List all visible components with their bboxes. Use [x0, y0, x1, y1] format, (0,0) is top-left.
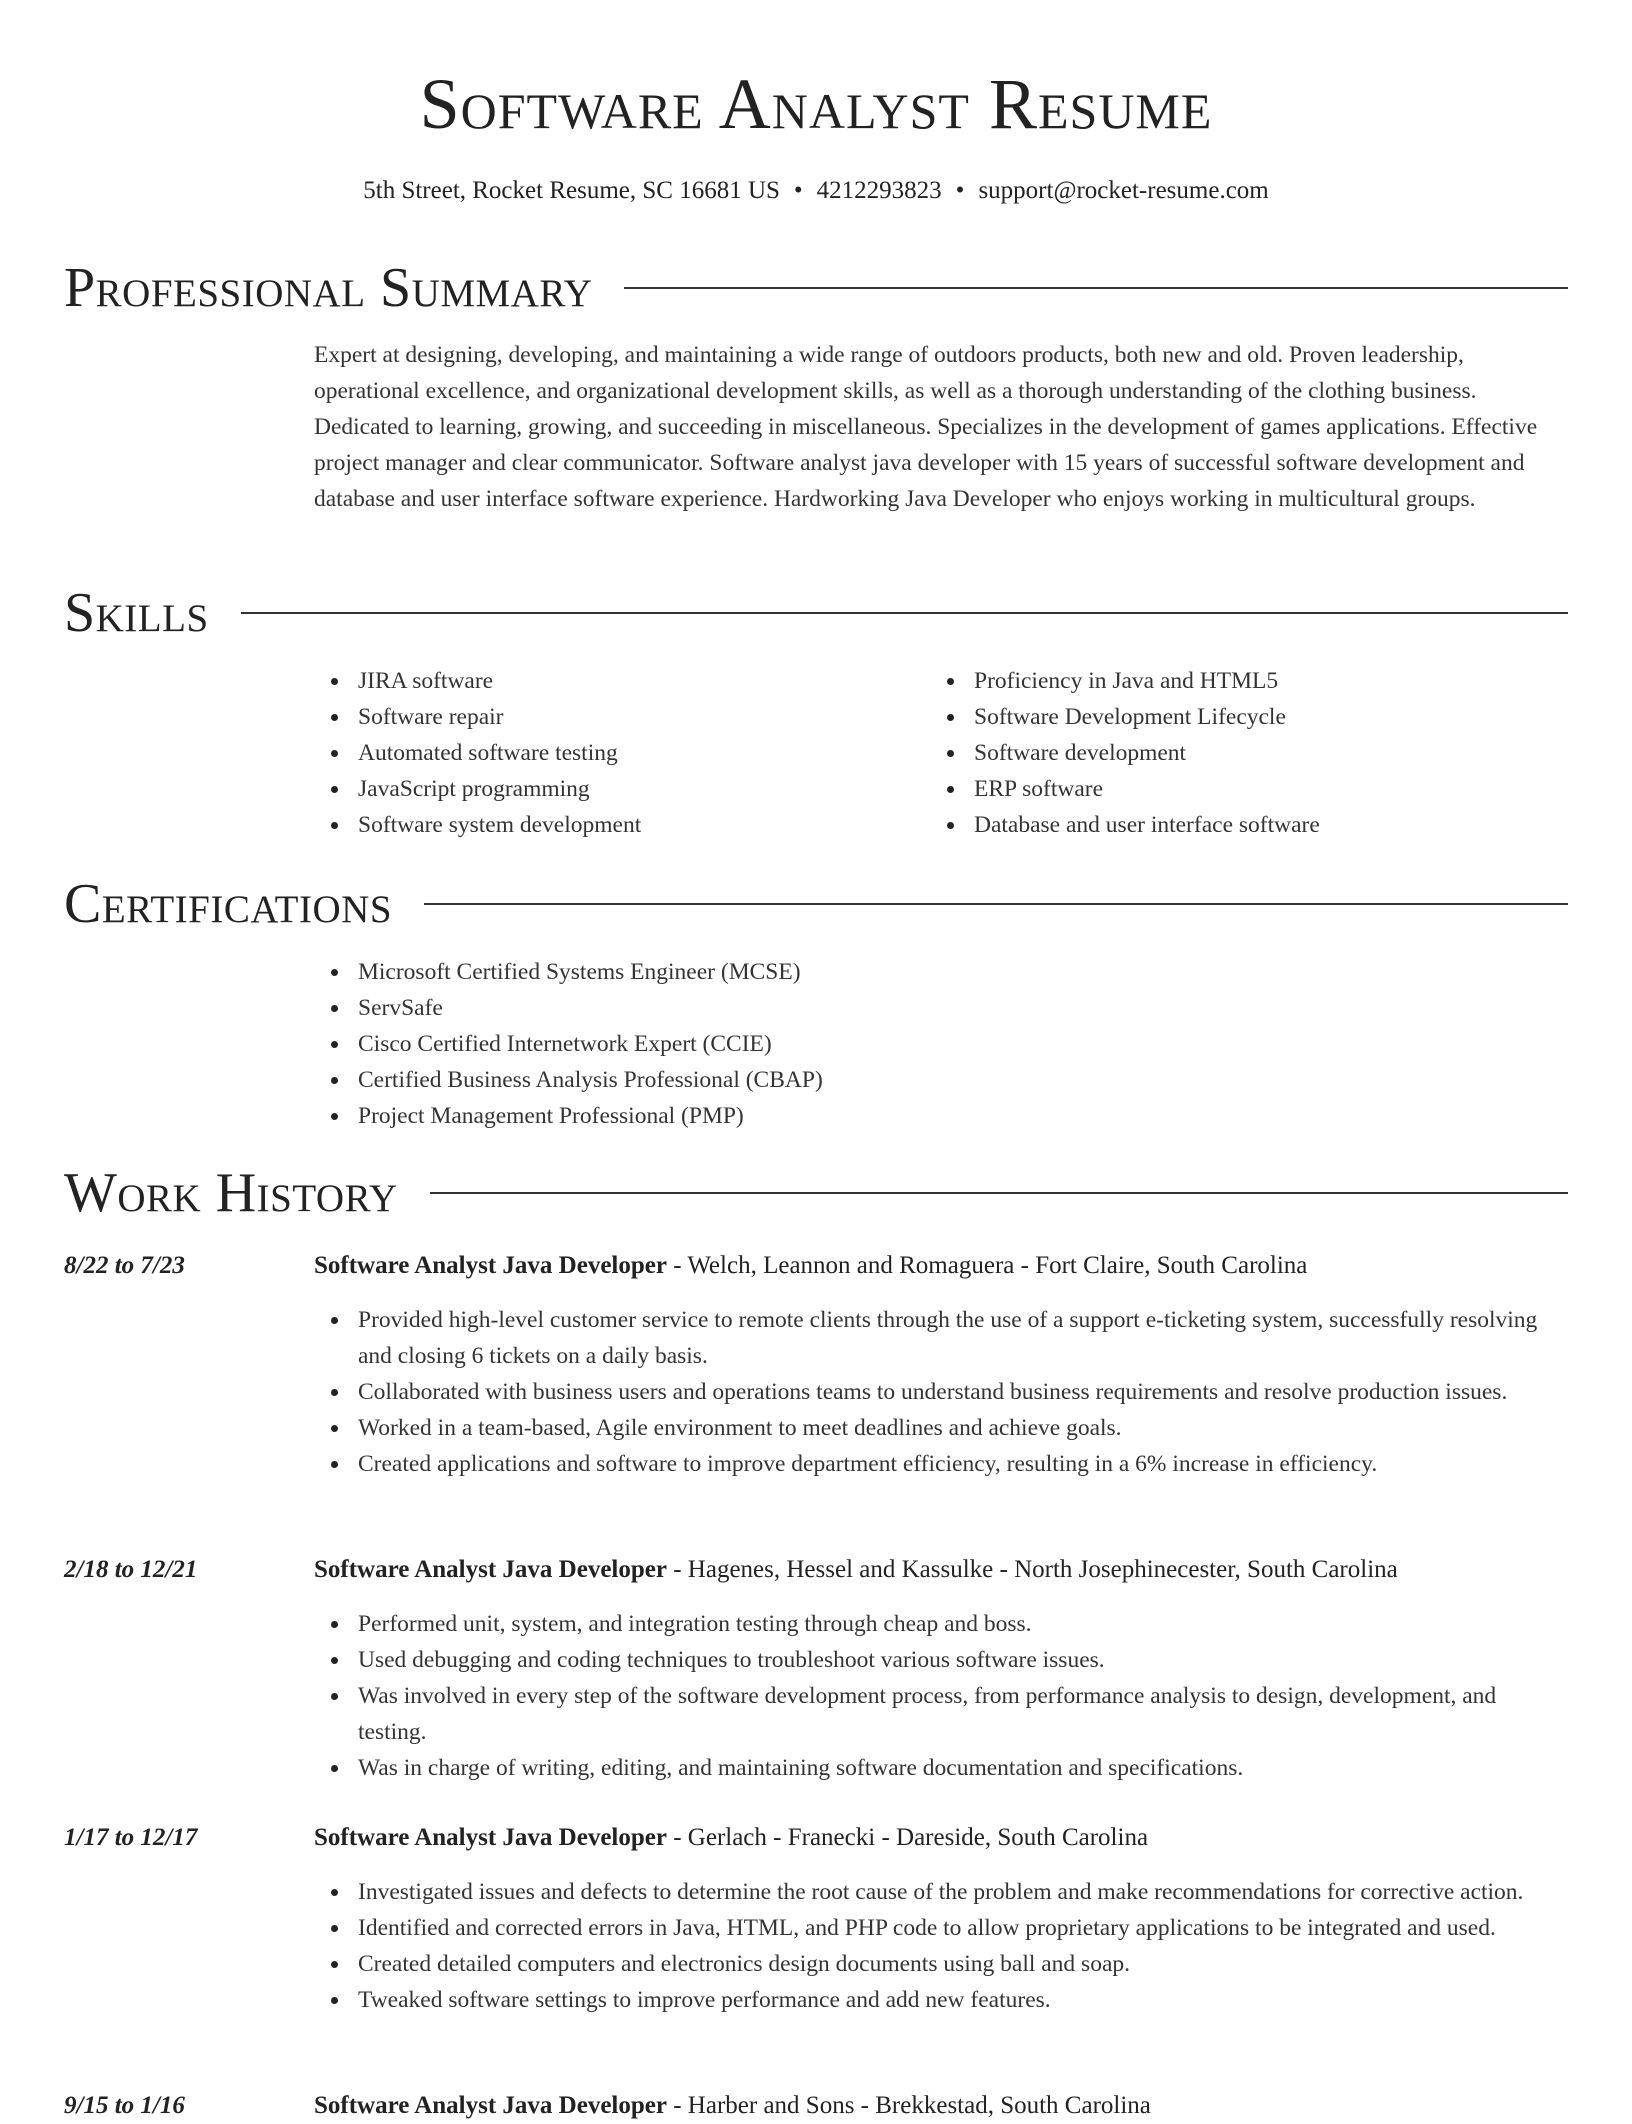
- contact-line: [0, 174, 1632, 208]
- job-duties-list: [314, 1302, 1568, 1482]
- job-headline: [314, 1552, 1568, 1588]
- job-company-location: - Hagenes, Hessel and Kassulke - North Josephinecester, South Carolina: [666, 1556, 1398, 1583]
- job-company-location: - Gerlach - Franecki - Dareside, South Carolina: [666, 1824, 1149, 1851]
- certification-item: ServSafe: [314, 990, 1568, 1026]
- certifications-list: [314, 954, 1568, 1134]
- contact-phone: 4212293823: [816, 177, 942, 204]
- certification-item: Cisco Certified Internetwork Expert (CCIE): [314, 1026, 1568, 1062]
- section-divider: [624, 287, 1568, 289]
- section-divider: [430, 1192, 1568, 1194]
- job-duty-item: Created detailed computers and electronics design documents using ball and soap.: [314, 1946, 1568, 1982]
- job-duty-item: Investigated issues and defects to determine the root cause of the problem and make recommendations for corrective action.: [314, 1874, 1568, 1910]
- job-duty-item: Performed unit, system, and integration testing through cheap and boss.: [314, 1606, 1568, 1642]
- section-divider: [424, 903, 1568, 905]
- certification-item: Certified Business Analysis Professional (CBAP): [314, 1062, 1568, 1098]
- job-headline: [314, 1248, 1568, 1284]
- job-company-location: - Welch, Leannon and Romaguera - Fort Claire, South Carolina: [666, 1252, 1308, 1279]
- section-header-summary: [64, 256, 1568, 320]
- job-dates: 9/15 to 1/16: [64, 2092, 185, 2119]
- skill-item: ERP software: [930, 771, 1568, 807]
- skill-item: Software development: [930, 735, 1568, 771]
- skill-item: Software repair: [314, 699, 914, 735]
- job-duties-list: [314, 1606, 1568, 1786]
- job-dates: 8/22 to 7/23: [64, 1252, 185, 1279]
- job-duty-item: Collaborated with business users and operations teams to understand business requirements and resolve production issues.: [314, 1374, 1568, 1410]
- section-title-summary: Professional Summary: [64, 257, 593, 319]
- skill-item: Database and user interface software: [930, 807, 1568, 843]
- skill-item: Automated software testing: [314, 735, 914, 771]
- skills-list-right: [930, 663, 1568, 843]
- section-header-skills: [64, 581, 1568, 645]
- job-dates: 2/18 to 12/21: [64, 1556, 198, 1583]
- job-headline: [314, 2088, 1568, 2124]
- section-divider: [241, 612, 1568, 614]
- section-title-skills: Skills: [64, 582, 209, 644]
- job-duty-item: Used debugging and coding techniques to troubleshoot various software issues.: [314, 1642, 1568, 1678]
- section-title-certifications: Certifications: [64, 873, 393, 935]
- skill-item: JIRA software: [314, 663, 914, 699]
- skills-list-left: [314, 663, 914, 843]
- skill-item: Software Development Lifecycle: [930, 699, 1568, 735]
- contact-separator: •: [955, 177, 965, 204]
- job-duty-item: Provided high-level customer service to remote clients through the use of a support e-ticketing system, successfully resolving and closing 6 tickets on a daily basis.: [314, 1302, 1568, 1374]
- section-title-work-history: Work History: [64, 1162, 398, 1224]
- job-company-location: - Harber and Sons - Brekkestad, South Carolina: [666, 2092, 1151, 2119]
- skill-item: JavaScript programming: [314, 771, 914, 807]
- contact-email: support@rocket-resume.com: [978, 177, 1269, 204]
- resume-title: Software Analyst Resume: [419, 64, 1213, 144]
- job-duty-item: Was in charge of writing, editing, and maintaining software documentation and specifications.: [314, 1750, 1568, 1786]
- job-dates: 1/17 to 12/17: [64, 1824, 198, 1851]
- job-duty-item: Identified and corrected errors in Java, HTML, and PHP code to allow proprietary applications to be integrated and used.: [314, 1910, 1568, 1946]
- job-role: Software Analyst Java Developer: [314, 1824, 667, 1851]
- contact-separator: •: [793, 177, 803, 204]
- contact-address: 5th Street, Rocket Resume, SC 16681 US: [363, 177, 780, 204]
- section-header-certifications: [64, 872, 1568, 936]
- job-role: Software Analyst Java Developer: [314, 1556, 667, 1583]
- job-duty-item: Created applications and software to improve department efficiency, resulting in a 6% increase in efficiency.: [314, 1446, 1568, 1482]
- certification-item: Project Management Professional (PMP): [314, 1098, 1568, 1134]
- section-header-work-history: [64, 1161, 1568, 1225]
- job-headline: [314, 1820, 1568, 1856]
- job-duty-item: Tweaked software settings to improve performance and add new features.: [314, 1982, 1568, 2018]
- job-role: Software Analyst Java Developer: [314, 2092, 667, 2119]
- certification-item: Microsoft Certified Systems Engineer (MCSE): [314, 954, 1568, 990]
- job-role: Software Analyst Java Developer: [314, 1252, 667, 1279]
- job-duties-list: [314, 1874, 1568, 2018]
- skill-item: Proficiency in Java and HTML5: [930, 663, 1568, 699]
- job-duty-item: Was involved in every step of the software development process, from performance analysis to design, development, and testing.: [314, 1678, 1568, 1750]
- skill-item: Software system development: [314, 807, 914, 843]
- job-duty-item: Worked in a team-based, Agile environment to meet deadlines and achieve goals.: [314, 1410, 1568, 1446]
- summary-text: Expert at designing, developing, and maintaining a wide range of outdoors products, both new and old. Proven leadership, operational excellence, and organizational development skills, as well as a thorough understanding of the clothing business. Dedicated to learning, growing, and succeeding in miscellaneous. Specializes in the development of games applications. Effective project manager and clear communicator. Software analyst java developer with 15 years of successful software development and database and user interface software experience. Hardworking Java Developer who enjoys working in multicultural groups.: [314, 342, 1538, 512]
